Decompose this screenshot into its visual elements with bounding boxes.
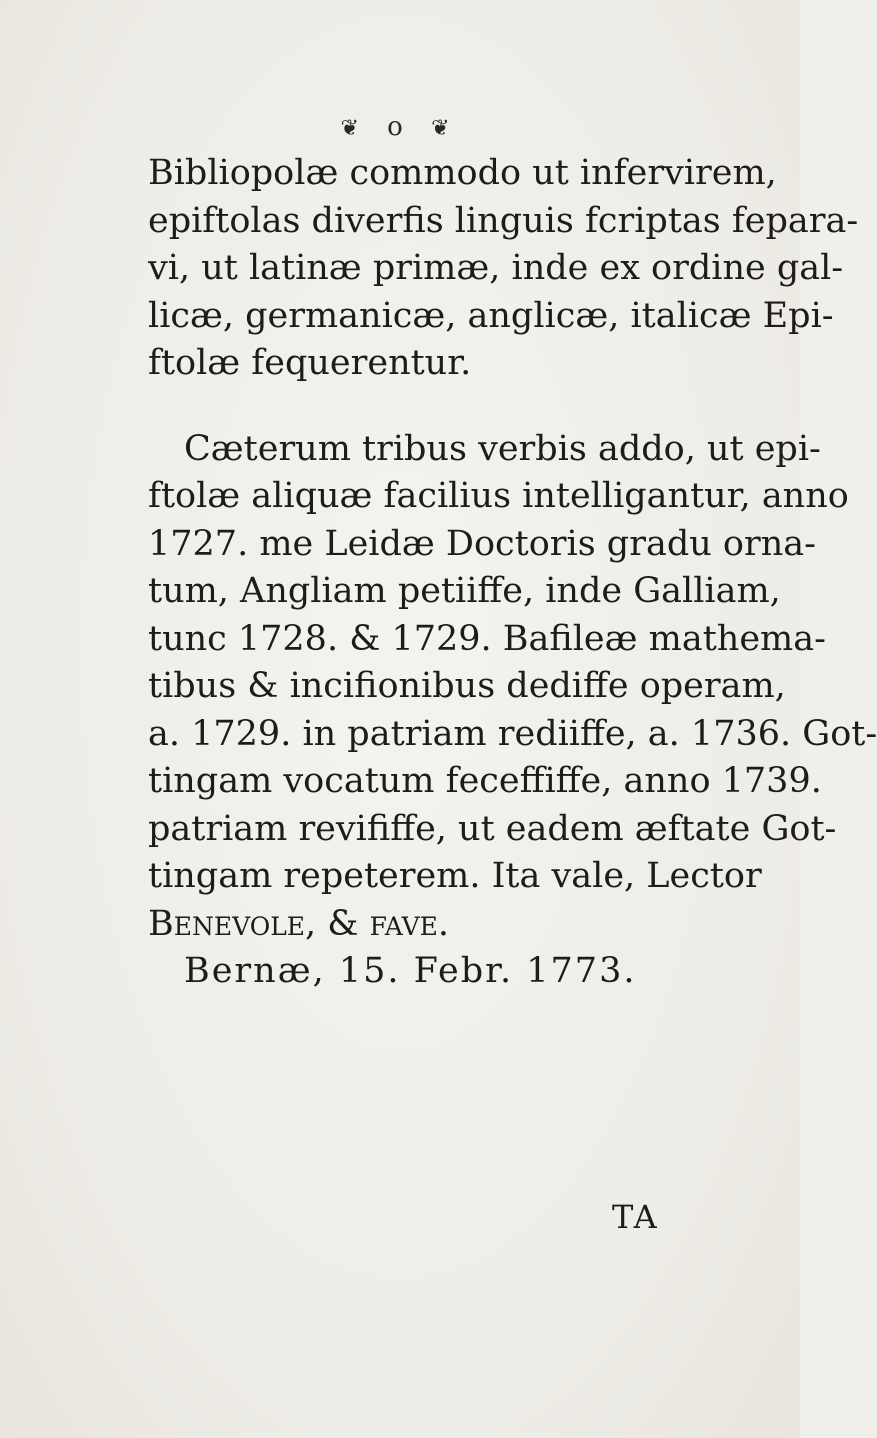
text-line: ftolæ fequerentur. bbox=[148, 343, 472, 383]
text-line: a. 1729. in patriam rediiffe, a. 1736. Got- bbox=[148, 713, 877, 754]
page-header bbox=[0, 112, 800, 142]
ornament-left-icon: ❦ bbox=[340, 116, 369, 141]
text-line: Benevole, & fave. bbox=[148, 903, 449, 944]
paragraph-2 bbox=[148, 426, 877, 996]
paragraph-gap bbox=[148, 388, 758, 426]
text-line: tibus & incifionibus dediffe operam, bbox=[148, 666, 786, 706]
paragraph-1 bbox=[148, 150, 859, 388]
text-line: tingam repeterem. Ita vale, Lector bbox=[148, 856, 762, 896]
text-line: Cæterum tribus verbis addo, ut epi- bbox=[184, 428, 821, 469]
text-line: patriam revififfe, ut eadem æftate Got- bbox=[148, 808, 837, 849]
text-line: tingam vocatum feceffiffe, anno 1739. bbox=[148, 761, 822, 801]
text-line: vi, ut latinæ primæ, inde ex ordine gal- bbox=[148, 248, 844, 288]
text-line: ftolæ aliquæ facilius intelligantur, anno bbox=[148, 476, 849, 516]
text-line: Bibliopolæ commodo ut infervirem, bbox=[148, 153, 777, 193]
text-line: tunc 1728. & 1729. Bafileæ mathema- bbox=[148, 618, 826, 659]
text-line: epiftolas diverfis linguis fcriptas fepara- bbox=[148, 200, 859, 241]
page-mark: o bbox=[387, 112, 413, 142]
catchword: TA bbox=[612, 1198, 659, 1236]
text-line: tum, Angliam petiiffe, inde Galliam, bbox=[148, 571, 781, 611]
text-line: 1727. me Leidæ Doctoris gradu orna- bbox=[148, 523, 816, 564]
dateline: Bernæ, 15. Febr. 1773. bbox=[184, 951, 637, 991]
text-line: licæ, germanicæ, anglicæ, italicæ Epi- bbox=[148, 295, 834, 336]
ornament-right-icon: ❦ bbox=[431, 116, 460, 141]
preface-text bbox=[148, 150, 877, 996]
